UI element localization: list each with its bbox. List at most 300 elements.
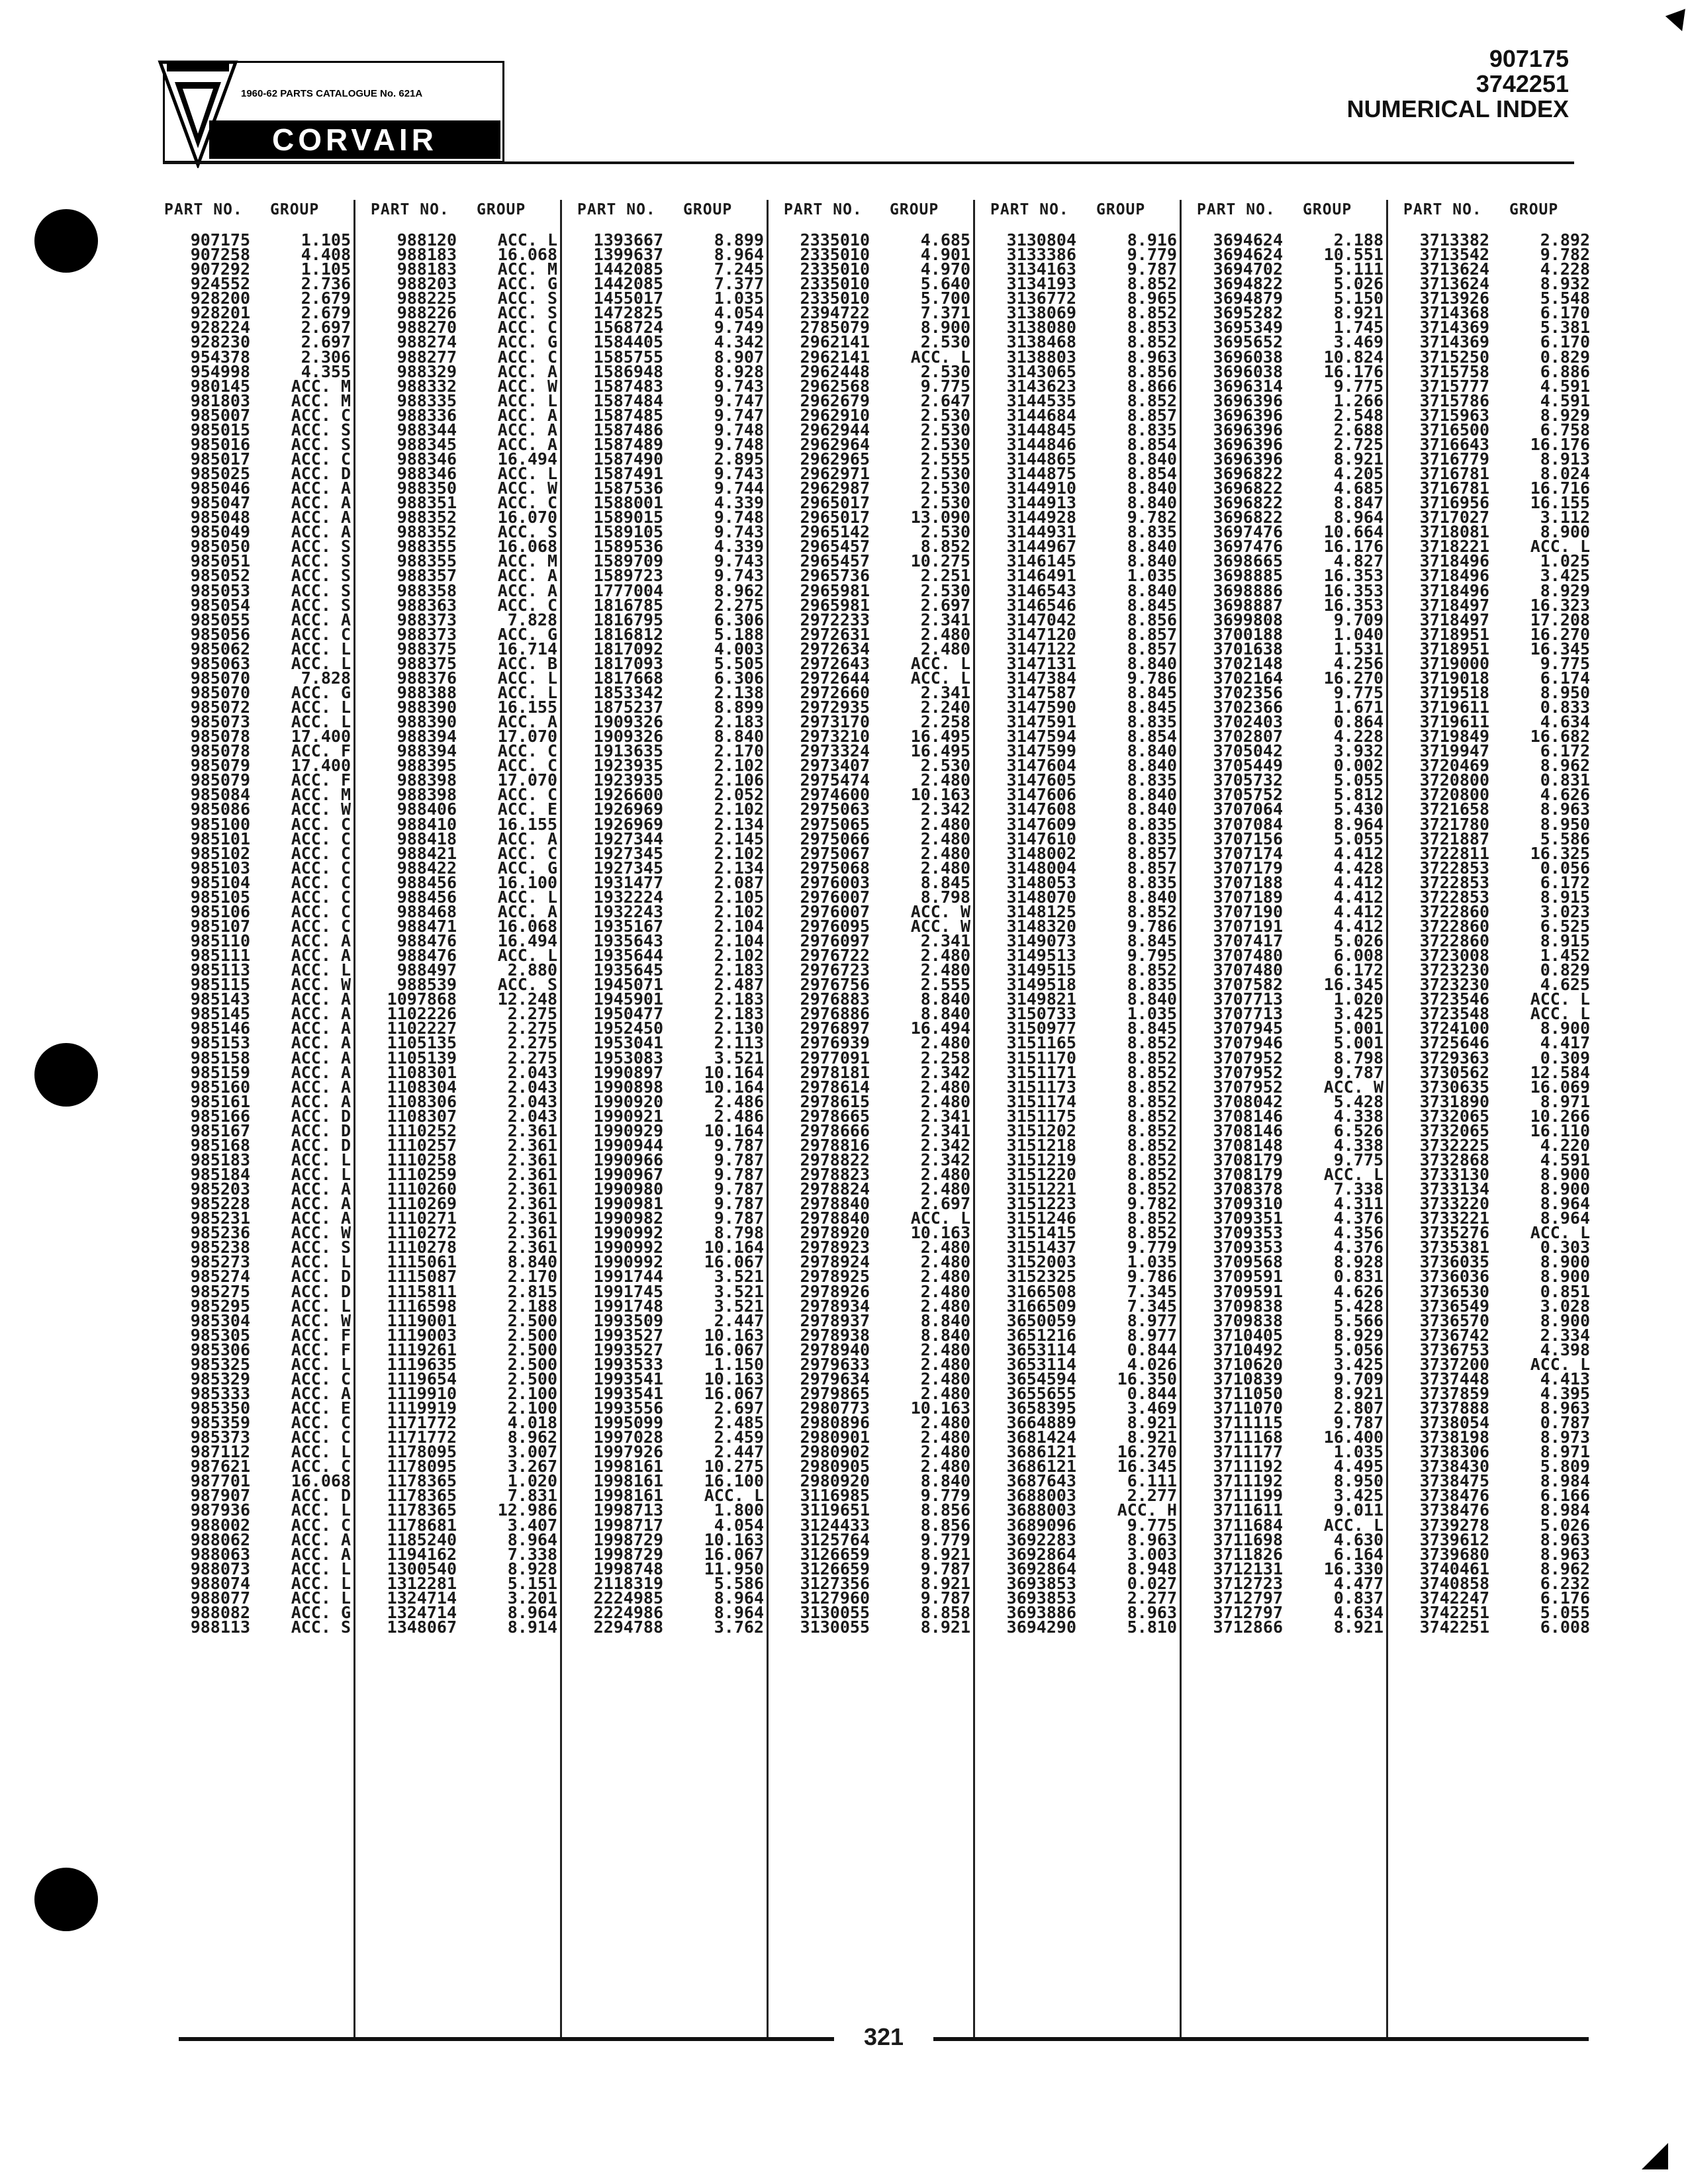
group-code: 9.775 [1127,1515,1177,1535]
part-number: 3124433 [800,1515,870,1535]
group-code: 16.155 [497,698,557,717]
part-number: 987907 [190,1486,250,1506]
group-code: ACC. C [497,756,557,776]
group-code: ACC. W [291,1310,351,1330]
group-code: 4.477 [1333,1573,1383,1593]
part-number: 3143065 [1006,361,1076,381]
part-number: 1991744 [593,1267,663,1287]
group-code: 2.275 [507,1004,557,1024]
part-number: 3702148 [1213,653,1283,673]
group-code: 8.840 [1127,887,1177,907]
part-number: 2978181 [800,1062,870,1082]
group-code: 9.779 [1127,1238,1177,1257]
group-code: 5.810 [1127,1617,1177,1637]
group-code: 7.245 [714,259,764,279]
group-code: 5.188 [714,624,764,644]
part-number: 985086 [190,799,250,819]
part-number: 1990929 [593,1120,663,1140]
group-code: 16.400 [1323,1428,1383,1447]
page-title: NUMERICAL INDEX [1346,95,1569,122]
group-code: 8.963 [1127,347,1177,367]
part-number: 985101 [190,829,250,848]
part-number: 988062 [190,1529,250,1549]
group-code: ACC. A [291,522,351,542]
part-number: 3722853 [1419,858,1489,878]
part-number: 2978615 [800,1091,870,1111]
group-code: 8.852 [1127,390,1177,410]
part-number: 985107 [190,916,250,936]
part-number: 1348067 [387,1617,457,1637]
group-code: 16.270 [1117,1442,1177,1462]
group-code: 8.835 [1127,420,1177,439]
group-code: ACC. A [291,493,351,513]
group-code: 9.787 [1333,1062,1383,1082]
group-code: 16.068 [497,537,557,557]
column-divider [1180,200,1182,2040]
group-code: 8.964 [1333,508,1383,527]
part-number: 3712797 [1213,1602,1283,1622]
group-code: 8.854 [1127,464,1177,483]
group-code: 10.266 [1530,1106,1590,1126]
group-code: ACC. F [291,741,351,761]
group-code: 2.725 [1333,434,1383,454]
part-number: 2962448 [800,361,870,381]
group-code: 0.787 [1540,1413,1590,1433]
group-code: 8.840 [1127,741,1177,761]
group-code: 2.480 [920,639,970,659]
catalogue-label: 1960-62 PARTS CATALOGUE No. 621A [241,88,423,99]
part-number: 3697476 [1213,537,1283,557]
part-number: 1589015 [593,508,663,527]
part-number: 1935645 [593,960,663,980]
part-number: 985062 [190,639,250,659]
group-code: ACC. L [1323,1515,1383,1535]
part-number: 3708148 [1213,1135,1283,1155]
group-code: 2.500 [507,1354,557,1374]
part-number: 2978924 [800,1252,870,1272]
part-number: 3707190 [1213,901,1283,921]
group-code: ACC. A [497,829,557,848]
group-code: 2.188 [1333,230,1383,250]
group-code: 5.381 [1540,318,1590,338]
group-code: ACC. S [291,1238,351,1257]
part-number: 980145 [190,376,250,396]
part-number: 3130055 [800,1617,870,1637]
part-number: 3144931 [1006,522,1076,542]
group-code: 16.353 [1323,566,1383,586]
group-code: 3.201 [507,1588,557,1608]
part-number: 3701638 [1213,639,1283,659]
part-number: 2976886 [800,1004,870,1024]
group-code: 16.495 [910,741,970,761]
group-code: 16.494 [497,931,557,950]
part-number: 1102226 [387,1004,457,1024]
group-code: 0.027 [1127,1573,1177,1593]
group-code: ACC. C [291,872,351,892]
part-number: 985056 [190,624,250,644]
group-code: ACC. S [291,580,351,600]
group-code: 9.795 [1127,946,1177,966]
part-number: 3147587 [1006,682,1076,702]
part-number: 3686121 [1006,1442,1076,1462]
part-number: 1393667 [593,230,663,250]
group-code: 6.174 [1540,668,1590,688]
part-number: 985231 [190,1208,250,1228]
group-code: 2.697 [714,1398,764,1418]
group-code: 8.840 [1127,580,1177,600]
part-number: 3736036 [1419,1267,1489,1287]
column-header [564,193,769,224]
part-number: 3733221 [1419,1208,1489,1228]
group-code: ACC. L [704,1486,764,1506]
part-number: 2976095 [800,916,870,936]
part-number: 3147042 [1006,610,1076,629]
group-code: ACC. S [291,595,351,615]
part-number: 988274 [397,332,457,352]
part-number: 3715758 [1419,361,1489,381]
group-code: 0.844 [1127,1340,1177,1359]
part-number: 3723548 [1419,1004,1489,1024]
group-code: 8.962 [1540,756,1590,776]
part-number: 985007 [190,405,250,425]
group-code: 4.685 [920,230,970,250]
group-code: 2.480 [920,1238,970,1257]
part-number: 1875237 [593,698,663,717]
group-code: 10.163 [910,1398,970,1418]
group-code: ACC. C [497,843,557,863]
group-code: 9.775 [1540,653,1590,673]
part-number: 3742251 [1419,1602,1489,1622]
group-code: 8.964 [1333,814,1383,834]
part-number: 3712723 [1213,1573,1283,1593]
group-code: 4.408 [301,245,351,265]
group-code: ACC. L [291,639,351,659]
group-code: 16.350 [1117,1369,1177,1388]
group-code: ACC. C [291,405,351,425]
group-code: ACC. A [291,1544,351,1564]
group-code: ACC. L [910,653,970,673]
part-number: 1584405 [593,332,663,352]
group-code: 2.500 [507,1340,557,1359]
group-code: 6.008 [1540,1617,1590,1637]
group-header: GROUP [477,201,526,218]
part-number: 3709310 [1213,1194,1283,1214]
group-code: 9.775 [1333,1150,1383,1169]
part-number: 988183 [397,259,457,279]
part-number: 1990897 [593,1062,663,1082]
group-code: 4.591 [1540,376,1590,396]
part-number: 2972631 [800,624,870,644]
part-number: 985025 [190,464,250,483]
index-column-4 [771,193,976,2046]
group-code: ACC. L [291,653,351,673]
part-number: 985015 [190,420,250,439]
part-number: 3718951 [1419,624,1489,644]
group-code: 4.311 [1333,1194,1383,1214]
part-number: 2976883 [800,989,870,1009]
part-number: 3711192 [1213,1471,1283,1491]
group-code: 2.530 [920,493,970,513]
group-code: 3.521 [714,1048,764,1068]
part-no-header: PART NO. [784,201,863,218]
group-code: 2.102 [714,843,764,863]
group-code: 9.787 [920,1559,970,1578]
part-number: 3147605 [1006,770,1076,790]
part-number: 988355 [397,551,457,571]
part-number: 2975066 [800,829,870,848]
group-code: ACC. C [291,829,351,848]
group-code: ACC. L [910,347,970,367]
part-number: 3732868 [1419,1150,1489,1169]
part-number: 985166 [190,1106,250,1126]
group-code: 8.899 [714,230,764,250]
part-number: 985329 [190,1369,250,1388]
group-code: 8.853 [1127,318,1177,338]
group-code: 4.228 [1540,259,1590,279]
part-number: 3151246 [1006,1208,1076,1228]
part-number: 1926600 [593,785,663,805]
group-code: ACC. C [291,1457,351,1477]
part-number: 988002 [190,1515,250,1535]
group-code: 3.007 [507,1442,557,1462]
part-number: 988120 [397,230,457,250]
group-code: 8.845 [1127,1019,1177,1038]
part-number: 3149513 [1006,946,1076,966]
group-code: 9.748 [714,508,764,527]
group-code: 2.480 [920,1369,970,1388]
group-code: 8.929 [1540,580,1590,600]
part-number: 1990981 [593,1194,663,1214]
part-number: 3736742 [1419,1325,1489,1345]
part-number: 3707952 [1213,1062,1283,1082]
part-number: 985184 [190,1165,250,1184]
group-code: 8.852 [1127,1033,1177,1053]
part-number: 3711826 [1213,1544,1283,1564]
group-code: 8.929 [1333,1325,1383,1345]
group-code: 5.055 [1333,770,1383,790]
part-number: 988346 [397,449,457,469]
group-code: ACC. G [497,332,557,352]
part-number: 3151170 [1006,1048,1076,1068]
part-number: 1108301 [387,1062,457,1082]
column-rows [357,230,563,1637]
part-number: 1990982 [593,1208,663,1228]
part-number: 1998717 [593,1515,663,1535]
group-code: 8.932 [1540,274,1590,294]
group-code: 16.110 [1530,1120,1590,1140]
part-number: 2978840 [800,1208,870,1228]
part-number: 3147131 [1006,653,1076,673]
part-number: 985046 [190,478,250,498]
group-code: ACC. G [497,624,557,644]
group-code: 7.371 [920,303,970,323]
part-number: 3718221 [1419,537,1489,557]
group-code: 5.428 [1333,1091,1383,1111]
group-code: 4.634 [1540,712,1590,732]
group-code: 9.782 [1127,508,1177,527]
part-number: 3711070 [1213,1398,1283,1418]
part-number: 3696822 [1213,478,1283,498]
group-code: 10.164 [704,1077,764,1097]
part-number: 3653114 [1006,1354,1076,1374]
part-number: 3718497 [1419,595,1489,615]
group-code: 4.634 [1333,1602,1383,1622]
group-code: ACC. F [291,1325,351,1345]
group-code: 2.341 [920,1106,970,1126]
group-code: 4.428 [1333,858,1383,878]
group-code: 9.786 [1127,1267,1177,1287]
part-number: 3718951 [1419,639,1489,659]
index-row [357,1617,563,1637]
group-code: 9.748 [714,420,764,439]
group-code: 2.183 [714,1004,764,1024]
part-number: 1945071 [593,975,663,995]
part-number: 2335010 [800,230,870,250]
group-code: ACC. S [291,420,351,439]
part-number: 985145 [190,1004,250,1024]
part-number: 1817668 [593,668,663,688]
group-code: ACC. S [497,303,557,323]
group-code: 8.840 [920,1325,970,1345]
part-number: 988352 [397,522,457,542]
part-number: 985072 [190,698,250,717]
group-code: ACC. A [291,1194,351,1214]
group-code: ACC. C [291,1413,351,1433]
part-number: 1816795 [593,610,663,629]
part-number: 3151223 [1006,1194,1076,1214]
part-number: 1998161 [593,1486,663,1506]
group-code: 5.111 [1333,259,1383,279]
group-code: ACC. C [291,814,351,834]
part-number: 1990921 [593,1106,663,1126]
group-code: 10.164 [704,1120,764,1140]
part-number: 3696822 [1213,493,1283,513]
group-code: 2.480 [920,858,970,878]
group-code: 1.105 [301,230,351,250]
column-divider [1386,200,1388,2040]
part-number: 3737200 [1419,1354,1489,1374]
part-number: 3698665 [1213,551,1283,571]
part-number: 3709353 [1213,1238,1283,1257]
part-number: 2976007 [800,901,870,921]
part-number: 988398 [397,770,457,790]
group-code: 8.928 [507,1559,557,1578]
part-number: 3707084 [1213,814,1283,834]
part-number: 3714368 [1419,303,1489,323]
part-number: 2785079 [800,318,870,338]
part-number: 3738306 [1419,1442,1489,1462]
index-row [151,1617,356,1637]
group-code: 1.150 [714,1354,764,1374]
part-number: 1926969 [593,814,663,834]
part-number: 3147590 [1006,698,1076,717]
part-number: 3713624 [1419,274,1489,294]
part-number: 985070 [190,682,250,702]
group-code: 4.054 [714,303,764,323]
part-number: 3144913 [1006,493,1076,513]
part-number: 1589105 [593,522,663,542]
group-code: 8.852 [1127,1120,1177,1140]
part-number: 3134163 [1006,259,1076,279]
part-number: 3715963 [1419,405,1489,425]
group-code: 8.857 [1127,843,1177,863]
group-code: 6.164 [1333,1544,1383,1564]
group-code: 8.856 [1127,610,1177,629]
group-code: 2.880 [507,960,557,980]
group-code: 16.270 [1323,668,1383,688]
part-number: 988363 [397,595,457,615]
group-code: ACC. D [291,1281,351,1301]
part-number: 1588001 [593,493,663,513]
group-code: 8.840 [1127,799,1177,819]
part-number: 2972935 [800,698,870,717]
part-number: 3136772 [1006,289,1076,308]
part-number: 2978934 [800,1296,870,1316]
part-number: 1399637 [593,245,663,265]
index-column-2 [357,193,563,2046]
group-code: 3.425 [1333,1354,1383,1374]
part-number: 3733134 [1419,1179,1489,1199]
part-number: 988082 [190,1602,250,1622]
part-number: 2965981 [800,580,870,600]
group-code: 8.921 [1127,1428,1177,1447]
part-number: 2962971 [800,464,870,483]
part-number: 988456 [397,872,457,892]
group-code: 5.151 [507,1573,557,1593]
part-number: 985168 [190,1135,250,1155]
group-code: ACC. W [291,799,351,819]
part-number: 3698885 [1213,566,1283,586]
group-code: 2.341 [920,1120,970,1140]
part-number: 988394 [397,741,457,761]
part-number: 2962964 [800,434,870,454]
group-code: ACC. L [497,390,557,410]
group-code: 2.275 [507,1033,557,1053]
part-number: 1909326 [593,727,663,747]
part-number: 988351 [397,493,457,513]
group-code: 8.964 [1540,1208,1590,1228]
group-code: 16.070 [497,508,557,527]
group-code: 2.306 [301,347,351,367]
part-number: 988406 [397,799,457,819]
part-number: 988073 [190,1559,250,1578]
part-number: 3707417 [1213,931,1283,950]
group-code: ACC. C [291,901,351,921]
group-code: 2.342 [920,1135,970,1155]
group-code: 3.267 [507,1457,557,1477]
part-number: 985359 [190,1413,250,1433]
part-number: 1998713 [593,1500,663,1520]
part-number: 3695652 [1213,332,1283,352]
column-rows [1184,230,1389,1637]
group-code: 4.376 [1333,1238,1383,1257]
index-column-7 [1390,193,1595,2046]
group-code: 8.845 [1127,595,1177,615]
group-code: 2.480 [920,829,970,848]
part-number: 2978926 [800,1281,870,1301]
group-code: 3.112 [1540,508,1590,527]
part-number: 3711177 [1213,1442,1283,1462]
part-number: 3650059 [1006,1310,1076,1330]
group-code: 2.500 [507,1325,557,1345]
part-number: 3696396 [1213,390,1283,410]
part-number: 985055 [190,610,250,629]
part-number: 3147591 [1006,712,1076,732]
part-number: 3709591 [1213,1281,1283,1301]
part-number: 1587491 [593,464,663,483]
group-code: ACC. A [291,508,351,527]
part-number: 3709838 [1213,1310,1283,1330]
